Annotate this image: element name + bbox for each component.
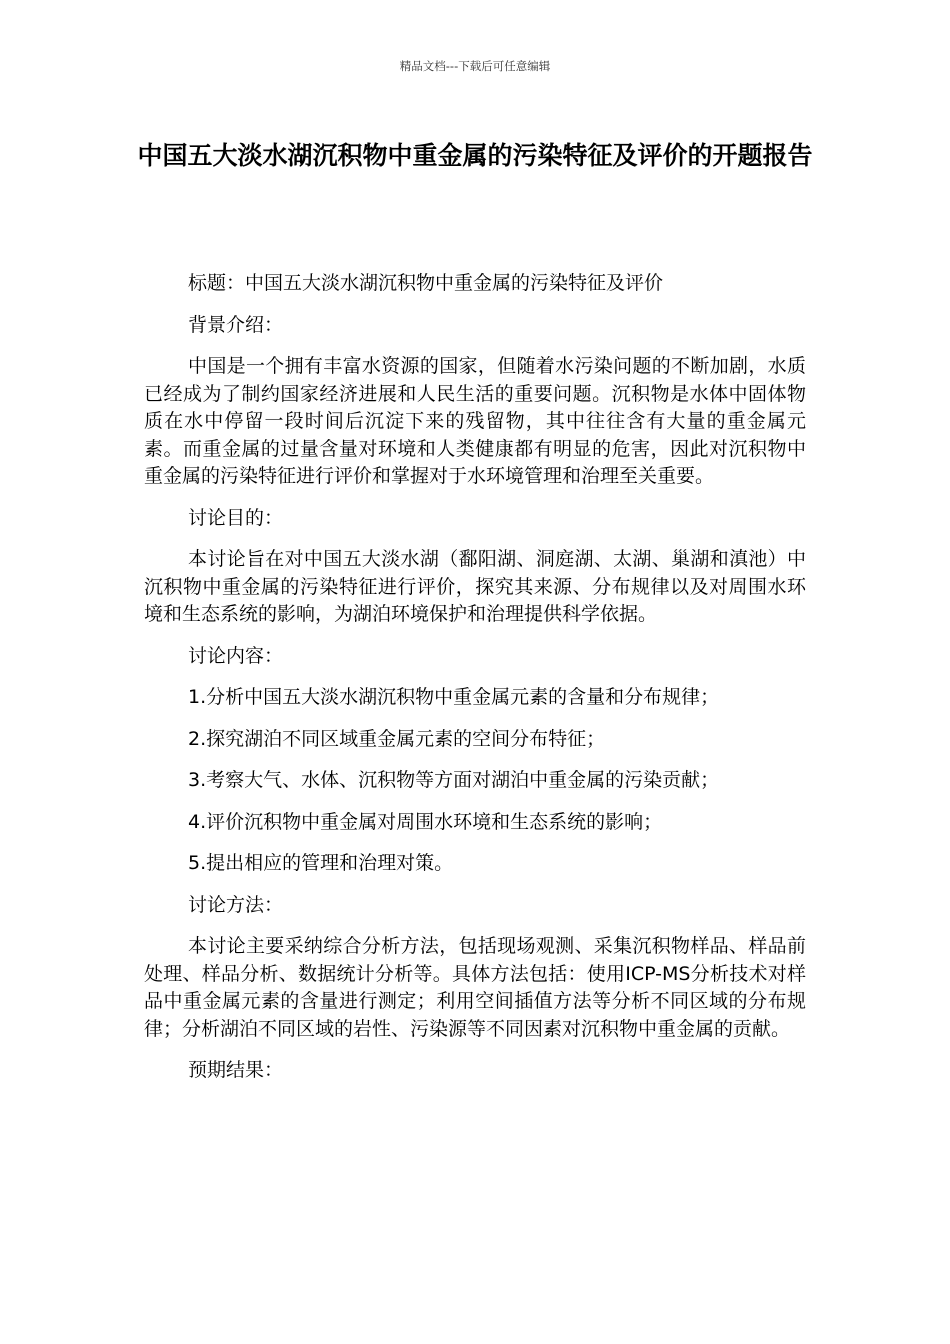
document-title: 中国五大淡水湖沉积物中重金属的污染特征及评价的开题报告 — [137, 141, 813, 170]
paragraph-methods: 本讨论主要采纳综合分析方法，包括现场观测、采集沉积物样品、样品前处理、样品分析、数据统计分析等。具体方法包括：使用ICP-MS分析技术对样品中重金属元素的含量进行测定；利用空间插值方法等分析不同区域的分布规律；分析湖泊不同区域的岩性、污染源等不同因素对沉积物中重金属的贡献。 — [144, 935, 806, 1040]
list-item: 3.考察大气、水体、沉积物等方面对湖泊中重金属的污染贡献； — [188, 769, 720, 791]
list-item: 1.分析中国五大淡水湖沉积物中重金属元素的含量和分布规律； — [188, 686, 720, 708]
list-item: 2.探究湖泊不同区域重金属元素的空间分布特征； — [188, 727, 606, 750]
section-label-purpose: 讨论目的： — [188, 506, 284, 529]
section-label-expected-results: 预期结果： — [188, 1059, 284, 1081]
title-line: 标题：中国五大淡水湖沉积物中重金属的污染特征及评价 — [188, 272, 664, 294]
header-note: 精品文档---下载后可任意编辑 — [399, 59, 551, 73]
section-label-content: 讨论内容： — [188, 644, 284, 667]
document-body — [144, 270, 806, 1099]
section-label-background: 背景介绍： — [188, 313, 284, 336]
list-item: 4.评价沉积物中重金属对周围水环境和生态系统的影响； — [188, 810, 663, 833]
paragraph-purpose: 本讨论旨在对中国五大淡水湖（鄱阳湖、洞庭湖、太湖、巢湖和滇池）中沉积物中重金属的污染特征进行评价，探究其来源、分布规律以及对周围水环境和生态系统的影响，为湖泊环境保护和治理提供科学依据。 — [144, 548, 806, 625]
section-label-methods: 讨论方法： — [188, 893, 284, 916]
paragraph-background: 中国是一个拥有丰富水资源的国家，但随着水污染问题的不断加剧，水质已经成为了制约国家经济进展和人民生活的重要问题。沉积物是水体中固体物质在水中停留一段时间后沉淀下来的残留物，其中往往含有大量的重金属元素。而重金属的过量含量对环境和人类健康都有明显的危害，因此对沉积物中重金属的污染特征进行评价和掌握对于水环境管理和治理至关重要。 — [144, 355, 806, 487]
list-item: 5.提出相应的管理和治理对策。 — [188, 852, 454, 874]
